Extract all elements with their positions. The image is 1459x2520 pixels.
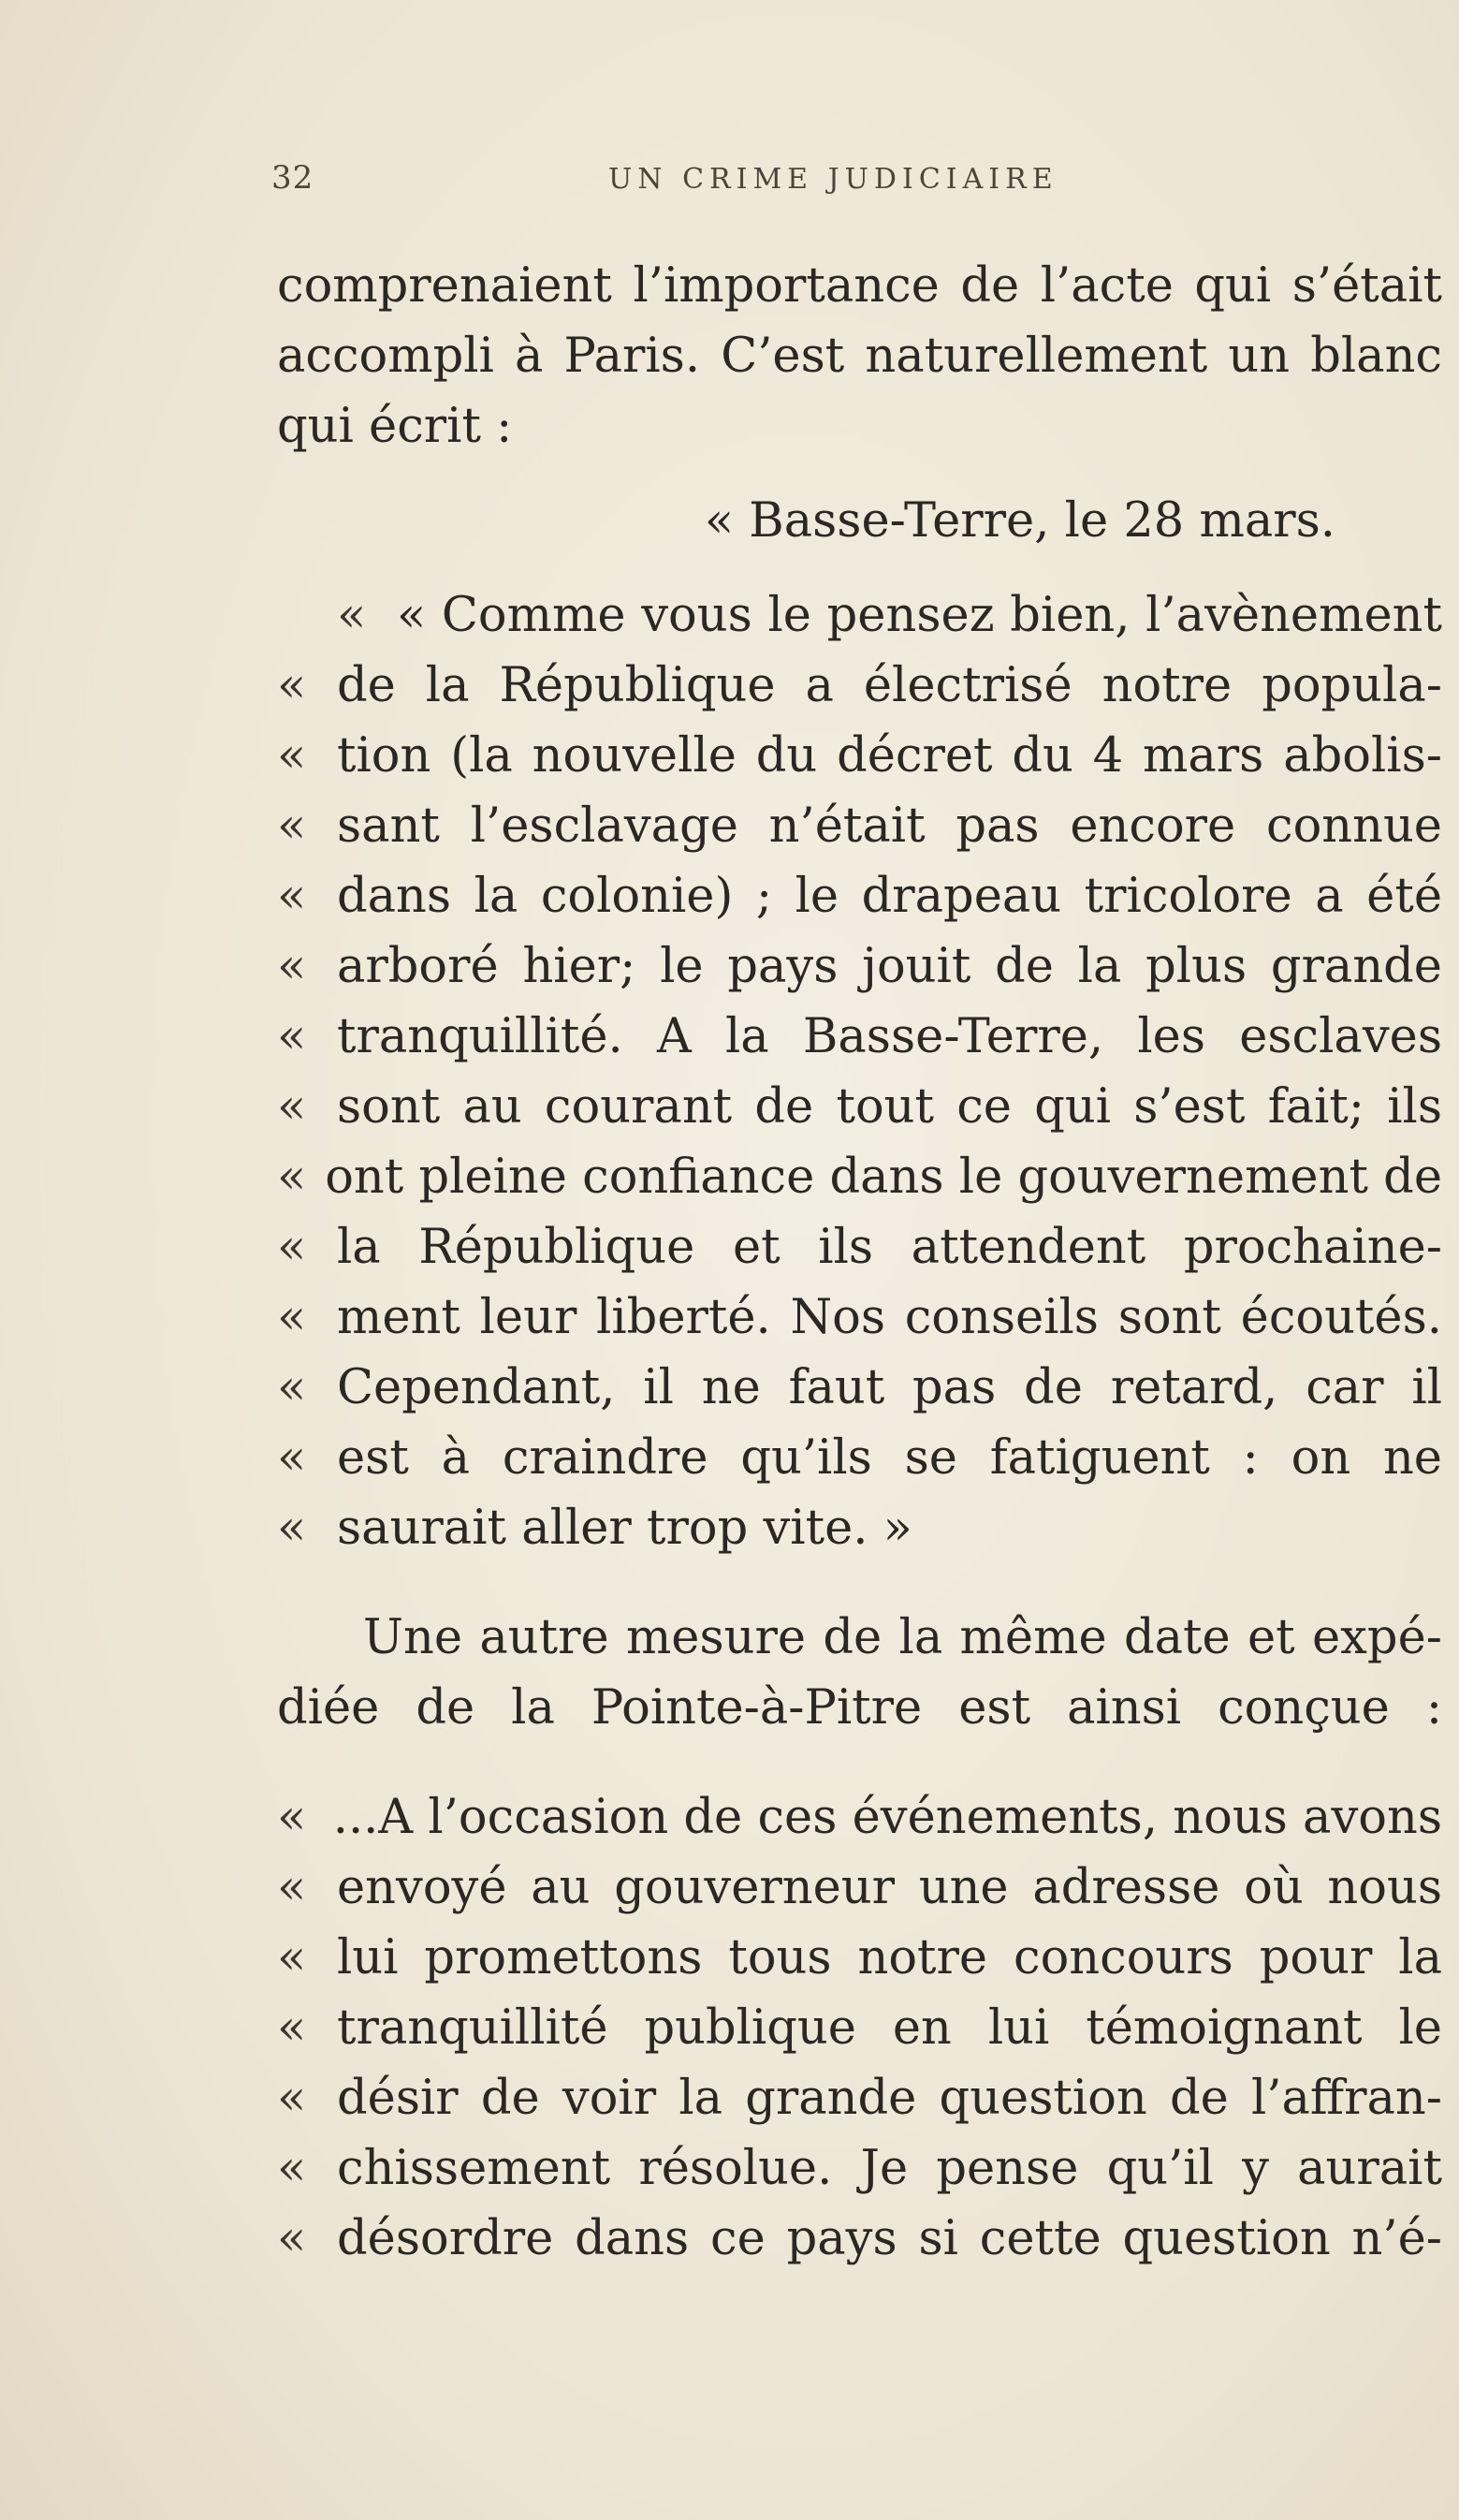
quote-line [277, 2133, 1442, 2204]
quote-text: sont au courant de tout ce qui s’est fait; ils [337, 1079, 1442, 1135]
quote-text: dans la colonie) ; le drapeau tricolore a été [337, 869, 1442, 924]
quote-mark: « [277, 728, 307, 784]
page-number: 32 [271, 159, 314, 197]
quote-line [277, 580, 1442, 651]
quote-mark: « [277, 939, 307, 994]
quote-text: désir de voir la grande question de l’affran- [337, 2071, 1442, 2126]
quote-mark: « [277, 2211, 307, 2266]
quote-line [277, 1282, 1442, 1353]
quote-text: la République et ils attendent prochaine- [337, 1220, 1442, 1275]
quote-mark: « [337, 588, 367, 643]
text-line: qui écrit : [277, 399, 513, 454]
quote-line [277, 1072, 1442, 1142]
text-line: accompli à Paris. C’est naturellement un blanc [277, 329, 1442, 384]
quote-text: ment leur liberté. Nos conseils sont écoutés. [337, 1290, 1442, 1345]
text-line: comprenaient l’importance de l’acte qui s’était [277, 258, 1442, 314]
quote-text: de la République a électrisé notre popula- [337, 658, 1442, 713]
running-title: UN CRIME JUDICIAIRE [608, 163, 1058, 196]
quote-line [277, 651, 1442, 721]
quote-line [277, 1782, 1442, 1853]
quote-text: est à craindre qu’ils se fatiguent : on ne [337, 1430, 1442, 1486]
quote-mark: « [277, 1430, 307, 1486]
quote-mark: « [277, 1079, 307, 1135]
quote-line [277, 2063, 1442, 2133]
quote-text: sant l’esclavage n’était pas encore connue [337, 798, 1442, 854]
quote-mark: « [277, 1930, 307, 1985]
quote-text: saurait aller trop vite. » [337, 1501, 912, 1556]
text-line: diée de la Pointe-à-Pitre est ainsi conçue : [277, 1680, 1442, 1736]
quote-mark: « [277, 1360, 307, 1415]
quote-mark: « [277, 1501, 307, 1556]
quote-line [277, 1212, 1442, 1282]
quote-mark: « [277, 1790, 307, 1845]
quote-mark: « [277, 1009, 307, 1064]
quote-mark: « [277, 2071, 307, 2126]
quote-text: ont pleine confiance dans le gouvernement de [325, 1150, 1442, 1205]
quote-line [277, 1353, 1442, 1423]
quote-text: désordre dans ce pays si cette question n’é- [337, 2211, 1442, 2266]
quote-line [277, 791, 1442, 861]
quote-mark: « [277, 1150, 307, 1205]
quote-mark: « [277, 1220, 307, 1275]
quote-mark: « [277, 2141, 307, 2196]
quote-line [277, 1423, 1442, 1493]
quote-line [277, 721, 1442, 791]
quote-text: arboré hier; le pays jouit de la plus grande [337, 939, 1442, 994]
letter-dateline: « Basse-Terre, le 28 mars. [704, 493, 1335, 549]
quote-text: lui promettons tous notre concours pour la [337, 1930, 1442, 1985]
quote-text: Cependant, il ne faut pas de retard, car il [337, 1360, 1442, 1415]
quote-mark: « [277, 2000, 307, 2056]
quote-text: ...A l’occasion de ces événements, nous avons [332, 1790, 1442, 1845]
page-header [271, 159, 1095, 206]
quote-text: tion (la nouvelle du décret du 4 mars abolis- [337, 728, 1442, 784]
quote-mark: « [277, 798, 307, 854]
quote-line [277, 1923, 1442, 1993]
quote-mark: « [277, 1860, 307, 1915]
quote-line [277, 2204, 1442, 2274]
quote-text: tranquillité publique en lui témoignant le [337, 2000, 1442, 2056]
quote-line [277, 1993, 1442, 2063]
quote-line [277, 861, 1442, 931]
quote-mark: « [277, 658, 307, 713]
quote-mark: « [277, 1290, 307, 1345]
quote-line [277, 1853, 1442, 1923]
quote-line [277, 1493, 1442, 1563]
quote-mark: « [277, 869, 307, 924]
body-text [277, 251, 1442, 2274]
quote-text: tranquillité. A la Basse-Terre, les esclaves [337, 1009, 1442, 1064]
quote-line [277, 1142, 1442, 1212]
quote-text: « Comme vous le pensez bien, l’avènement [397, 588, 1442, 643]
text-line: Une autre mesure de la même date et expé- [363, 1610, 1442, 1665]
quote-line [277, 1002, 1442, 1072]
quote-line [277, 931, 1442, 1002]
quote-text: envoyé au gouverneur une adresse où nous [337, 1860, 1442, 1915]
quote-text: chissement résolue. Je pense qu’il y aurait [337, 2141, 1442, 2196]
